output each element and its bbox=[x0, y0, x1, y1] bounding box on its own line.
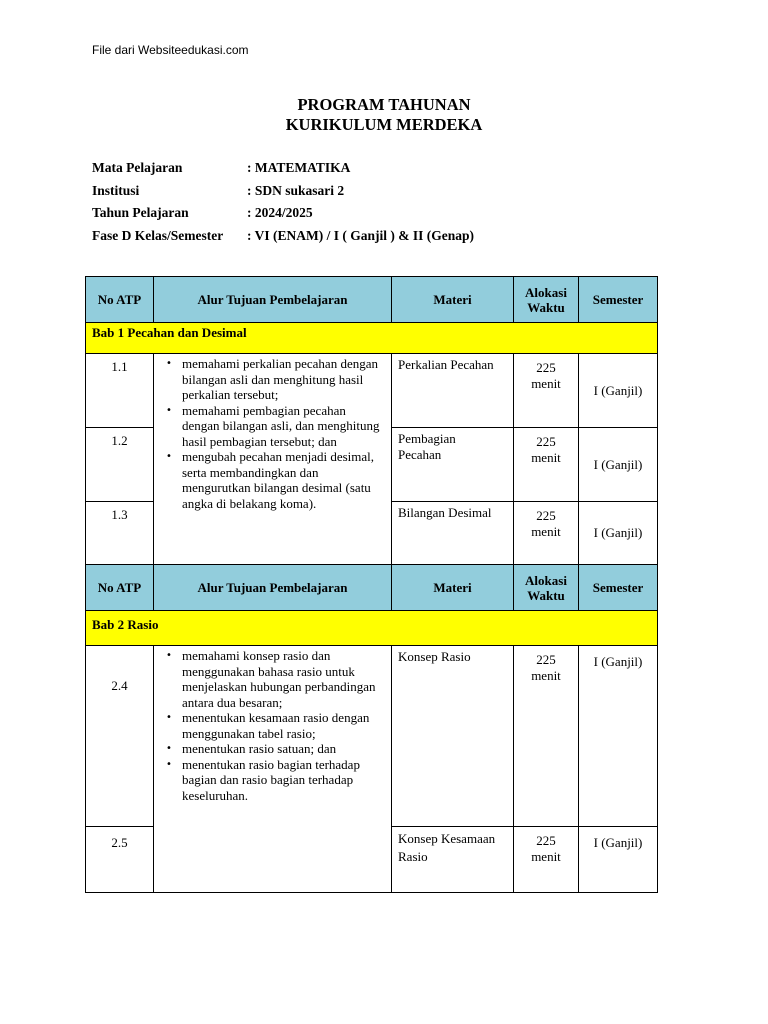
goal-item: • menentukan rasio satuan; dan bbox=[182, 741, 385, 757]
materi-cell: Konsep Kesamaan Rasio bbox=[392, 827, 514, 893]
alokasi-unit: menit bbox=[531, 848, 561, 864]
table-header-row bbox=[86, 565, 658, 611]
alokasi-number: 225 bbox=[536, 833, 556, 848]
table-row bbox=[86, 646, 658, 827]
header-alokasi bbox=[514, 565, 579, 611]
chapter-row bbox=[86, 611, 658, 646]
goal-item: • memahami pembagian pecahan dengan bilangan asli, dan menghitung hasil pembagian tersebut; dan bbox=[182, 403, 385, 450]
alokasi-unit: menit bbox=[531, 523, 561, 539]
header-no-atp: No ATP bbox=[86, 565, 154, 611]
info-value: : VI (ENAM) / I ( Ganjil ) & II (Genap) bbox=[247, 228, 474, 244]
alokasi-number: 225 bbox=[536, 434, 556, 449]
header-alokasi bbox=[514, 277, 579, 323]
title-line-1: PROGRAM TAHUNAN bbox=[297, 95, 471, 114]
materi-cell: Bilangan Desimal bbox=[392, 502, 514, 565]
info-label: Tahun Pelajaran bbox=[92, 205, 189, 221]
info-value: : SDN sukasari 2 bbox=[247, 182, 345, 198]
atp-number: 1.3 bbox=[86, 502, 154, 565]
atp-number: 2.4 bbox=[86, 646, 154, 827]
alokasi-unit: menit bbox=[531, 375, 561, 391]
atp-table bbox=[85, 276, 658, 893]
goal-item: • menentukan rasio bagian terhadap bagian dan rasio bagian terhadap keseluruhan. bbox=[182, 757, 385, 804]
header-semester: Semester bbox=[579, 277, 658, 323]
info-label: Mata Pelajaran bbox=[92, 160, 183, 175]
atp-number: 2.5 bbox=[86, 827, 154, 893]
goal-item: • memahami perkalian pecahan dengan bilangan asli dan menghitung hasil perkalian tersebut; bbox=[182, 356, 385, 403]
header-alokasi-line1: Alokasi bbox=[525, 284, 567, 300]
source-note: File dari Websiteedukasi.com bbox=[92, 43, 249, 57]
alokasi-cell bbox=[514, 502, 579, 565]
goal-item: • memahami konsep rasio dan menggunakan bahasa rasio untuk menjelaskan hubungan perbandingan antara dua besaran; bbox=[182, 648, 385, 710]
header-alokasi-line2: Waktu bbox=[527, 587, 565, 603]
title-line-2: KURIKULUM MERDEKA bbox=[285, 115, 483, 134]
table-row bbox=[86, 354, 658, 428]
header-materi: Materi bbox=[392, 277, 514, 323]
atp-number: 1.1 bbox=[86, 354, 154, 428]
alokasi-number: 225 bbox=[536, 508, 556, 523]
chapter-title: Bab 1 Pecahan dan Desimal bbox=[86, 323, 658, 354]
info-label: Fase D Kelas/Semester bbox=[92, 228, 224, 244]
materi-cell: Perkalian Pecahan bbox=[392, 354, 514, 428]
alokasi-number: 225 bbox=[536, 360, 556, 375]
semester-cell: I (Ganjil) bbox=[579, 646, 658, 827]
alokasi-cell bbox=[514, 646, 579, 827]
semester-cell: I (Ganjil) bbox=[579, 354, 658, 428]
materi-cell: Konsep Rasio bbox=[392, 646, 514, 827]
header-semester: Semester bbox=[579, 565, 658, 611]
header-materi: Materi bbox=[392, 565, 514, 611]
alokasi-number: 225 bbox=[536, 652, 556, 667]
alokasi-cell bbox=[514, 354, 579, 428]
alokasi-unit: menit bbox=[531, 667, 561, 683]
semester-cell: I (Ganjil) bbox=[579, 502, 658, 565]
chapter-title: Bab 2 Rasio bbox=[86, 611, 658, 646]
chapter-row bbox=[86, 323, 658, 354]
table-header-row bbox=[86, 277, 658, 323]
goal-item: • mengubah pecahan menjadi desimal, serta membandingkan dan mengurutkan bilangan desimal (satu angka di belakang koma). bbox=[182, 449, 385, 511]
header-alur: Alur Tujuan Pembelajaran bbox=[154, 277, 392, 323]
alokasi-cell bbox=[514, 428, 579, 502]
document-title bbox=[0, 95, 768, 135]
header-alokasi-line1: Alokasi bbox=[525, 572, 567, 588]
header-no-atp: No ATP bbox=[86, 277, 154, 323]
semester-cell: I (Ganjil) bbox=[579, 428, 658, 502]
info-label: Institusi bbox=[92, 182, 140, 198]
info-value: : 2024/2025 bbox=[247, 205, 313, 221]
learning-goals bbox=[154, 646, 392, 893]
learning-goals bbox=[154, 354, 392, 565]
header-alokasi-line2: Waktu bbox=[527, 299, 565, 315]
info-value: : MATEMATIKA bbox=[247, 160, 351, 175]
alokasi-cell bbox=[514, 827, 579, 893]
materi-cell: Pembagian Pecahan bbox=[392, 428, 514, 502]
atp-number: 1.2 bbox=[86, 428, 154, 502]
alokasi-unit: menit bbox=[531, 449, 561, 465]
header-alur: Alur Tujuan Pembelajaran bbox=[154, 565, 392, 611]
semester-cell: I (Ganjil) bbox=[579, 827, 658, 893]
goal-item: • menentukan kesamaan rasio dengan menggunakan tabel rasio; bbox=[182, 710, 385, 741]
